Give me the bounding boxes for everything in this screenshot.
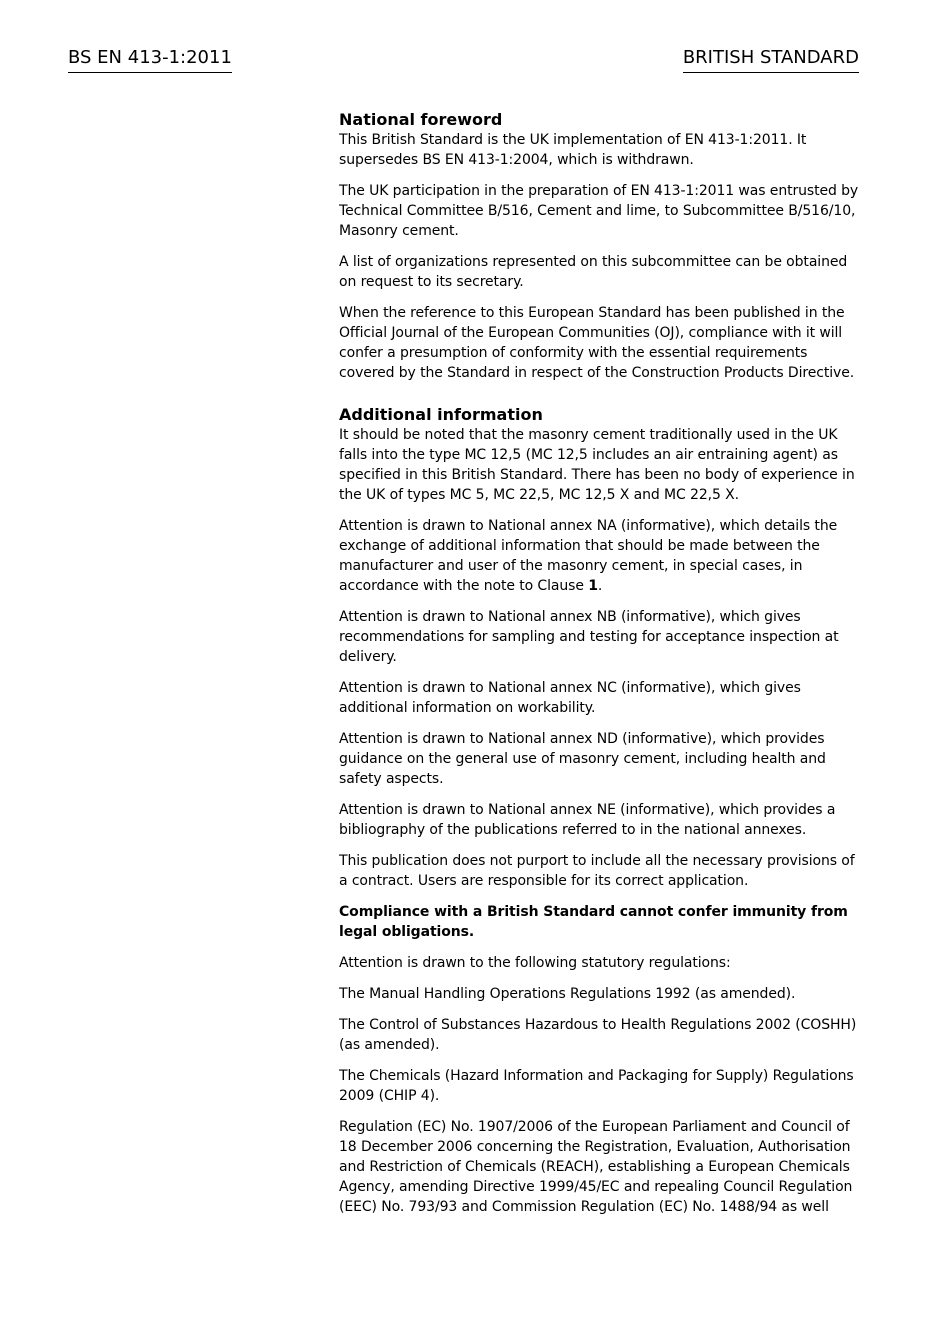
annex-ne-paragraph: Attention is drawn to National annex NE (informative), which provides a bibliography of the publications referred to in the national annexes. xyxy=(339,802,836,838)
foreword-paragraph: When the reference to this European Standard has been published in the Official Journal of the European Communities (OJ), compliance with it will confer a presumption of conformity with the essential requirements covered by the Standard in respect of the Construction Products Directive. xyxy=(339,305,855,381)
annex-nd-paragraph: Attention is drawn to National annex ND (informative), which provides guidance on the general use of masonry cement, including health and safety aspects. xyxy=(339,731,826,787)
statutory-intro: Attention is drawn to the following statutory regulations: xyxy=(339,955,731,971)
clause-reference: 1 xyxy=(588,578,598,594)
main-text-column xyxy=(339,110,861,1228)
additional-info-paragraph: It should be noted that the masonry cement traditionally used in the UK falls into the type MC 12,5 (MC 12,5 includes an air entraining agent) as specified in this British Standard. There has been no body of experience in the UK of types MC 5, MC 22,5, MC 12,5 X and MC 22,5 X. xyxy=(339,427,855,503)
annex-nc-paragraph: Attention is drawn to National annex NC (informative), which gives additional information on workability. xyxy=(339,680,801,716)
regulation-item: Regulation (EC) No. 1907/2006 of the European Parliament and Council of 18 December 2006 concerning the Registration, Evaluation, Authorisation and Restriction of Chemicals (REACH), establishing a European Chemicals Agency, amending Directive 1999/45/EC and repealing Council Regulation (EEC) No. 793/93 and Commission Regulation (EC) No. 1488/94 as well xyxy=(339,1119,853,1215)
annex-na-text: Attention is drawn to National annex NA (informative), which details the exchange of additional information that should be made between the manufacturer and user of the masonry cement, in special cases, in accordance with the note to Clause xyxy=(339,518,838,594)
regulation-item: The Chemicals (Hazard Information and Packaging for Supply) Regulations 2009 (CHIP 4). xyxy=(339,1068,854,1104)
foreword-paragraph: A list of organizations represented on this subcommittee can be obtained on request to its secretary. xyxy=(339,254,848,290)
foreword-paragraph: The UK participation in the preparation of EN 413-1:2011 was entrusted by Technical Committee B/516, Cement and lime, to Subcommittee B/516/10, Masonry cement. xyxy=(339,183,859,239)
foreword-paragraph: This British Standard is the UK implementation of EN 413-1:2011. It supersedes BS EN 413-1:2004, which is withdrawn. xyxy=(339,132,807,168)
annex-nb-paragraph: Attention is drawn to National annex NB (informative), which gives recommendations for sampling and testing for acceptance inspection at delivery. xyxy=(339,609,839,665)
annex-na-end: . xyxy=(597,578,603,594)
compliance-statement: Compliance with a British Standard cannot confer immunity from legal obligations. xyxy=(339,904,848,940)
provisions-paragraph: This publication does not purport to include all the necessary provisions of a contract. Users are responsible for its correct application. xyxy=(339,853,855,889)
regulation-item: The Control of Substances Hazardous to Health Regulations 2002 (COSHH) (as amended). xyxy=(339,1017,857,1053)
national-foreword-title: National foreword xyxy=(339,110,503,129)
additional-information-title: Additional information xyxy=(339,405,543,424)
document-id-header: BS EN 413-1:2011 xyxy=(68,46,232,73)
annex-na-paragraph xyxy=(339,516,861,596)
regulation-item: The Manual Handling Operations Regulations 1992 (as amended). xyxy=(339,986,796,1002)
standard-label-header: BRITISH STANDARD xyxy=(683,46,859,73)
